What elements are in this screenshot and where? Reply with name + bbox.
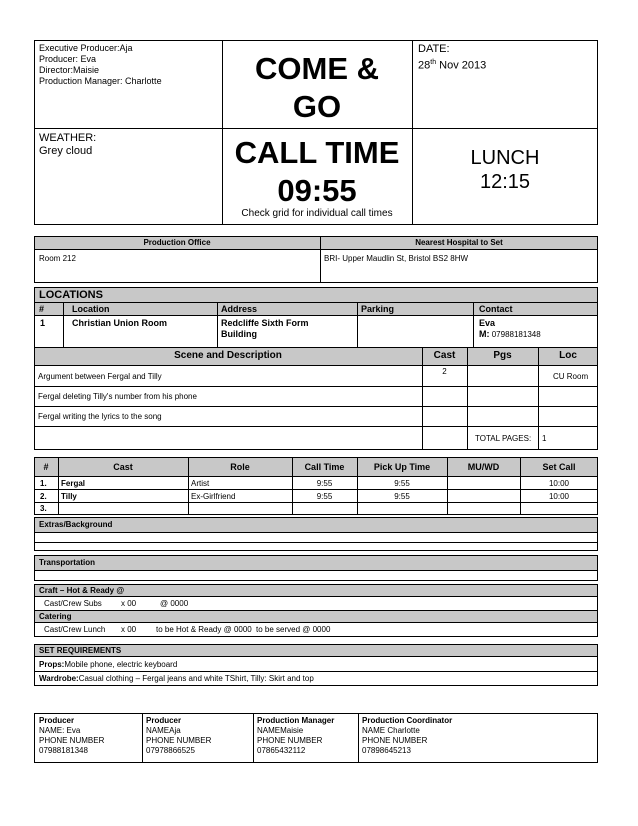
cast-header-num: #	[43, 462, 49, 472]
cast-header-set-call: Set Call	[542, 462, 576, 472]
lunch-label: LUNCH	[470, 147, 540, 169]
craft-header: Craft – Hot & Ready @	[39, 586, 125, 595]
cast-row-num: 1.	[40, 479, 47, 488]
scene-header-cast: Cast	[433, 350, 456, 361]
loc-row-location: Christian Union Room	[72, 318, 167, 328]
production-title	[222, 50, 412, 126]
props-line: Props:Mobile phone, electric keyboard	[39, 660, 178, 669]
loc-header-num: #	[39, 304, 45, 314]
cast-row-name: Tilly	[61, 492, 77, 501]
office-value: Room 212	[39, 254, 76, 263]
director: Director:Maisie	[39, 65, 100, 75]
loc-header-address: Address	[221, 304, 258, 314]
catering-served: to be served @ 0000	[256, 625, 331, 634]
catering-lunch-label: Cast/Crew Lunch	[44, 625, 106, 634]
loc-row-address: Redcliffe Sixth Form Building	[221, 318, 309, 339]
scene-header-loc: Loc	[559, 350, 577, 361]
hospital-value: BRI- Upper Maudlin St, Bristol BS2 8HW	[324, 254, 469, 263]
hospital-header: Nearest Hospital to Set	[415, 238, 503, 247]
catering-hot-ready: to be Hot & Ready @ 0000	[156, 625, 252, 634]
cast-header-cast: Cast	[113, 462, 133, 472]
crew-summary	[39, 43, 219, 87]
loc-header-contact: Contact	[479, 304, 513, 314]
cast-row-pickup: 9:55	[394, 492, 410, 501]
exec-producer: Executive Producer:Aja	[39, 43, 133, 53]
contact-producer-1: Producer NAME: Eva PHONE NUMBER 07988181348	[39, 716, 105, 755]
scene-header-pgs: Pgs	[493, 350, 512, 361]
transport-header: Transportation	[39, 558, 96, 567]
scene-desc: Fergal deleting Tilly's number from his phone	[38, 392, 197, 401]
contact-production-manager: Production Manager NAMEMaisie PHONE NUMBER 07865432112	[257, 716, 335, 755]
catering-lunch-count: x 00	[121, 625, 137, 634]
craft-subs-count: x 00	[121, 599, 137, 608]
call-time-block	[222, 134, 412, 220]
loc-header-parking: Parking	[361, 304, 395, 314]
date-label: DATE:	[418, 43, 450, 55]
scene-loc: CU Room	[553, 372, 589, 381]
total-pages-label: TOTAL PAGES:	[475, 434, 532, 443]
scene-header-desc: Scene and Description	[174, 350, 282, 361]
loc-header-location: Location	[72, 304, 110, 314]
cast-row-call: 9:55	[316, 479, 333, 488]
total-pages-value: 1	[542, 434, 547, 443]
wardrobe-line: Wardrobe:Casual clothing – Fergal jeans and white TShirt, Tilly: Skirt and top	[39, 674, 314, 683]
title-line-1: COME &	[255, 51, 379, 86]
cast-header-call-time: Call Time	[304, 462, 345, 472]
cast-row-pickup: 9:55	[394, 479, 410, 488]
title-line-2: GO	[292, 89, 342, 124]
loc-row-num: 1	[40, 318, 46, 328]
set-requirements-title: SET REQUIREMENTS	[39, 646, 122, 655]
scene-cast: 2	[442, 367, 447, 376]
cast-header-role: Role	[230, 462, 250, 472]
extras-header: Extras/Background	[39, 520, 113, 529]
cast-row-set: 10:00	[548, 492, 570, 501]
loc-row-contact: Eva M: 07988181348	[479, 318, 541, 339]
cast-row-num: 3.	[40, 504, 47, 513]
craft-subs-time: @ 0000	[160, 599, 189, 608]
call-time-label: CALL TIME	[234, 135, 400, 170]
production-manager: Production Manager: Charlotte	[39, 76, 162, 86]
cast-row-call: 9:55	[316, 492, 333, 501]
weather-block	[39, 132, 96, 158]
craft-subs-label: Cast/Crew Subs	[44, 599, 102, 608]
catering-header: Catering	[39, 612, 72, 621]
weather-label: WEATHER:	[39, 132, 97, 144]
producer: Producer: Eva	[39, 54, 97, 64]
scene-desc: Fergal writing the lyrics to the song	[38, 412, 162, 421]
cast-row-role: Ex-Girlfriend	[191, 492, 236, 501]
cast-row-role: Artist	[191, 479, 210, 488]
call-time-note: Check grid for individual call times	[241, 208, 393, 219]
call-time-value: 09:55	[277, 173, 357, 208]
lunch-block	[412, 146, 598, 194]
weather-value: Grey cloud	[39, 145, 93, 157]
cast-row-set: 10:00	[548, 479, 570, 488]
cast-header-muwd: MU/WD	[467, 462, 500, 472]
contact-producer-2: Producer NAMEAja PHONE NUMBER 07978866525	[146, 716, 212, 755]
cast-row-name: Fergal	[61, 479, 86, 488]
date-value: 28th Nov 2013	[418, 59, 487, 72]
scene-desc: Argument between Fergal and Tilly	[38, 372, 162, 381]
date-block	[418, 43, 486, 73]
cast-header-pickup: Pick Up Time	[373, 462, 431, 472]
lunch-value: 12:15	[479, 171, 531, 193]
office-header: Production Office	[143, 238, 211, 247]
cast-row-num: 2.	[40, 492, 47, 501]
contact-production-coordinator: Production Coordinator NAME Charlotte PHONE NUMBER 07898645213	[362, 716, 453, 755]
locations-title: LOCATIONS	[39, 289, 103, 301]
